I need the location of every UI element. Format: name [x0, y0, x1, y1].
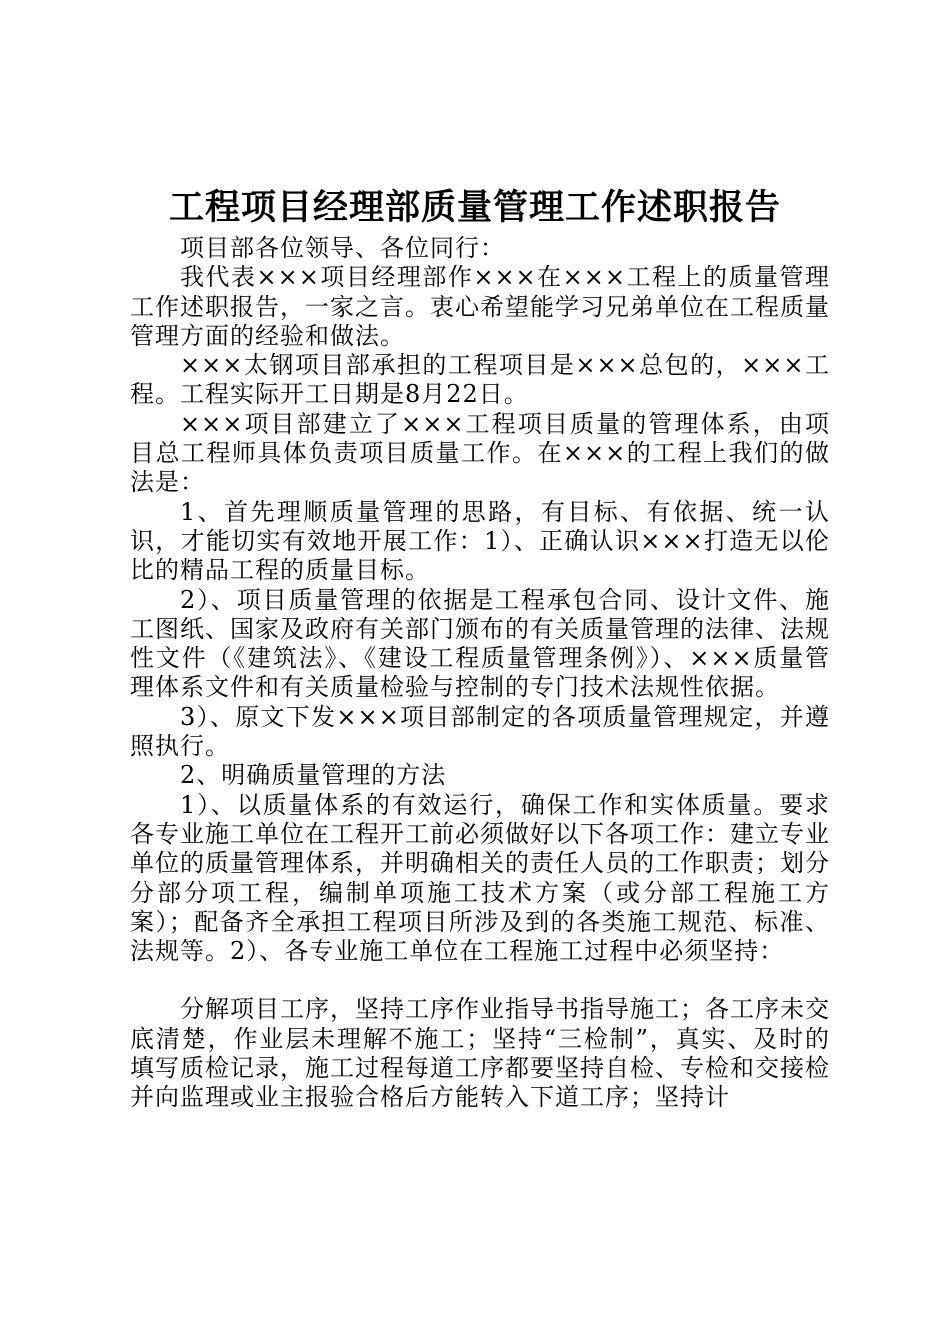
paragraph-salutation: 项目部各位领导、各位同行：: [180, 234, 505, 262]
document-title: 工程项目经理部质量管理工作述职报告: [168, 187, 781, 228]
paragraph-item-3: 3）、原文下发×××项目部制定的各项质量管理规定，并遵照执行。: [130, 702, 830, 761]
document-body: [130, 234, 830, 1113]
paragraph-project: ×××太钢项目部承担的工程项目是×××总包的，×××工程。工程实际开工日期是8月22日。: [130, 351, 830, 409]
paragraph-section-2: 2、明确质量管理的方法: [180, 761, 447, 790]
paragraph-item-2: 2）、项目质量管理的依据是工程承包合同、设计文件、施工图纸、国家及政府有关部门颁布的有关质量管理的法律、法规性文件（《建筑法》、《建设工程质量管理条例》）、×××质量管理体系文件和有关质量检验与控制的专门技术法规性依据。: [130, 585, 830, 702]
paragraph-item-1: 1、首先理顺质量管理的思路，有目标、有依据、统一认识，才能切实有效地开展工作：1）、正确认识×××打造无以伦比的精品工程的质量目标。: [130, 497, 830, 585]
paragraph-intro: 我代表×××项目经理部作×××在×××工程上的质量管理工作述职报告，一家之言。衷心希望能学习兄弟单位在工程质量管理方面的经验和做法。: [130, 263, 830, 350]
paragraph-method-1: 1）、以质量体系的有效运行，确保工作和实体质量。要求各专业施工单位在工程开工前必须做好以下各项工作：建立专业单位的质量管理体系，并明确相关的责任人员的工作职责；划分分部分项工程，编制单项施工技术方案（或分部工程施工方案）；配备齐全承担工程项目所涉及到的各类施工规范、标准、法规等。2）、各专业施工单位在工程施工过程中必须坚持：: [130, 790, 830, 966]
paragraph-method-2: 分解项目工序，坚持工序作业指导书指导施工；各工序未交底清楚，作业层未理解不施工；坚持“三检制”，真实、及时的填写质检记录，施工过程每道工序都要坚持自检、专检和交接检并向监理或业主报验合格后方能转入下道工序；坚持计: [130, 995, 830, 1112]
paragraph-system: ×××项目部建立了×××工程项目质量的管理体系，由项目总工程师具体负责项目质量工作。在×××的工程上我们的做法是：: [130, 409, 830, 497]
